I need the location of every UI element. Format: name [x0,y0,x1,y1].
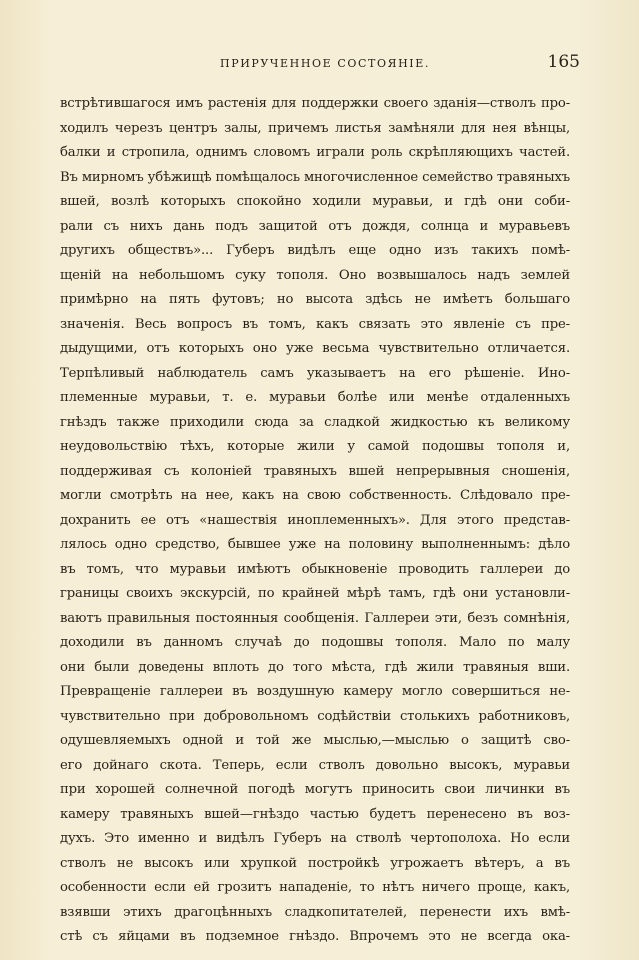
text-line: одушевляемыхъ одной и той же мыслью,—мыслью о защитѣ сво- [60,733,570,748]
text-line: рали съ нихъ дань подъ защитой отъ дождя, солнца и муравьевъ [60,218,570,234]
page-number: 165 [547,52,580,72]
text-line: доходили въ данномъ случаѣ до подошвы тополя. Мало по малу [60,635,570,650]
text-line: Въ мирномъ убѣжищѣ помѣщалось многочисленное семейство травяныхъ [60,169,571,185]
text-line: стволъ не высокъ или хрупкой постройкѣ угрожаетъ вѣтеръ, а въ [60,855,570,871]
text-line: стѣ съ яйцами въ подземное гнѣздо. Впрочемъ это не всегда ока- [60,929,570,944]
text-line: примѣрно на пять футовъ; но высота здѣсь не имѣетъ большаго [60,292,570,307]
text-line: особенности если ей грозитъ нападеніе, то нѣтъ ничего проще, какъ, [60,880,570,895]
text-line: гнѣздъ также приходили сюда за сладкой жидкостью къ великому [60,414,570,430]
body-text [60,92,570,950]
text-line: ваютъ правильныя постоянныя сообщенія. Галлереи эти, безъ сомнѣнія, [60,610,570,626]
text-line: взявши этихъ драгоцѣнныхъ сладкопитателей, перенести ихъ вмѣ- [60,904,570,920]
text-line: камеру травяныхъ вшей—гнѣздо частью будетъ перенесено въ воз- [60,806,570,822]
text-line: духъ. Это именно и видѣлъ Губеръ на стволѣ чертополоха. Но если [60,831,570,846]
text-line: Терпѣливый наблюдатель самъ указываетъ на его рѣшеніе. Ино- [60,365,570,381]
page-header [60,52,580,76]
text-line: племенные муравьи, т. е. муравьи болѣе или менѣе отдаленныхъ [60,390,570,405]
text-line: значенія. Весь вопросъ въ томъ, какъ связать это явленіе съ пре- [60,316,570,332]
text-line: щеній на небольшомъ суку тополя. Оно возвышалось надъ землей [60,267,570,283]
text-line: при хорошей солнечной погодѣ могутъ приносить свои личинки въ [60,782,570,797]
text-line: балки и стропила, однимъ словомъ играли роль скрѣпляющихъ частей. [60,145,570,160]
text-line: его дойнаго скота. Теперь, если стволъ довольно высокъ, муравьи [60,757,570,773]
text-line: другихъ обществъ»... Губеръ видѣлъ еще одно изъ такихъ помѣ- [60,243,570,258]
text-line: чувствительно при добровольномъ содѣйствіи столькихъ работниковъ, [60,708,570,724]
text-line: лялось одно средство, бывшее уже на половину выполненнымъ: дѣло [60,537,570,552]
text-line: въ томъ, что муравьи имѣютъ обыкновеніе проводить галлереи до [60,561,570,577]
text-line: неудовольствію тѣхъ, которые жили у самой подошвы тополя и, [60,439,570,454]
text-line: могли смотрѣть на нее, какъ на свою собственность. Слѣдовало пре- [60,488,570,503]
text-line: вшей, возлѣ которыхъ спокойно ходили муравьи, и гдѣ они соби- [60,194,570,209]
text-line: Превращеніе галлереи въ воздушную камеру могло совершиться не- [60,684,570,699]
running-title: ПРИРУЧЕННОЕ СОСТОЯНІЕ. [220,57,430,70]
text-line: дыдущими, отъ которыхъ оно уже весьма чувствительно отличается. [60,341,570,356]
text-line: поддерживая съ колоніей травяныхъ вшей непрерывныя сношенія, [60,463,570,479]
text-line: границы своихъ экскурсій, по крайней мѣрѣ тамъ, гдѣ они установли- [60,586,570,601]
text-line: дохранить ее отъ «нашествія иноплеменныхъ». Для этого представ- [60,512,570,528]
text-line: ходилъ черезъ центръ залы, причемъ листья замѣняли для нея вѣнцы, [60,120,570,136]
text-line: встрѣтившагося имъ растенія для поддержки своего зданія—стволъ про- [60,96,570,111]
text-line: они были доведены вплоть до того мѣста, гдѣ жили травяныя вши. [60,659,570,675]
